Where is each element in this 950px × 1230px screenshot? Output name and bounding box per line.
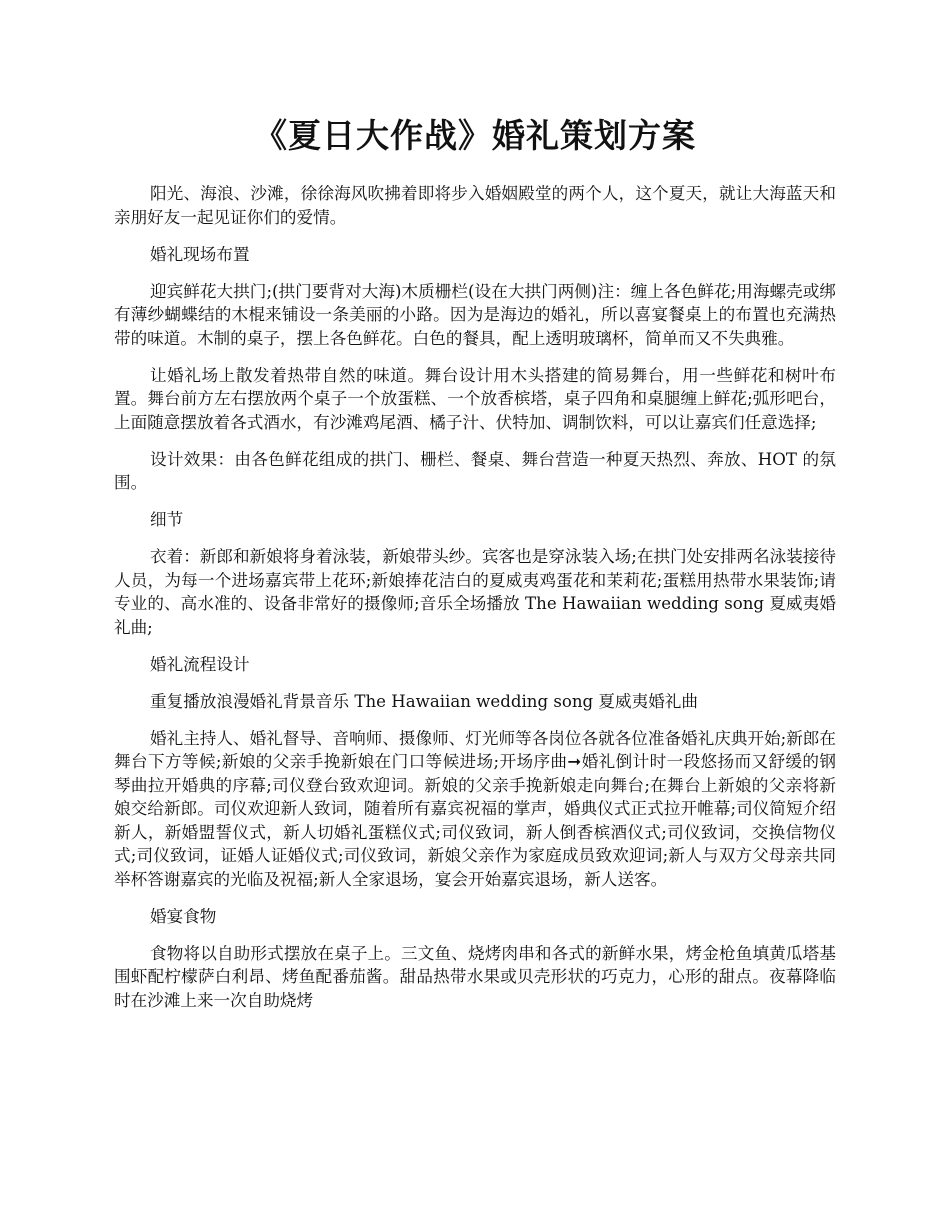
section-heading-venue: 婚礼现场布置 <box>150 244 250 264</box>
section-heading-process: 婚礼流程设计 <box>150 654 250 674</box>
paragraph-venue-arch: 迎宾鲜花大拱门;(拱门要背对大海)木质栅栏(设在大拱门两侧)注：缠上各色鲜花;用海螺壳或绑有薄纱蝴蝶结的木棍来铺设一条美丽的小路。因为是海边的婚礼，所以喜宴餐桌上的布置也充满热带的味道。木制的桌子，摆上各色鲜花。白色的餐具，配上透明玻璃杯，简单而又不失典雅。 <box>114 281 836 348</box>
document-page <box>114 0 836 1026</box>
paragraph-ceremony-flow: 婚礼主持人、婚礼督导、音响师、摄像师、灯光师等各岗位各就各位准备婚礼庆典开始;新郎在舞台下方等候;新娘的父亲手挽新娘在门口等候进场;开场序曲➞婚礼倒计时一段悠扬而又舒缓的钢琴曲拉开婚典的序幕;司仪登台致欢迎词。新娘的父亲手挽新娘走向舞台;在舞台上新娘的父亲将新娘交给新郎。司仪欢迎新人致词，随着所有嘉宾祝福的掌声，婚典仪式正式拉开帷幕;司仪简短介绍新人，新婚盟誓仪式，新人切婚礼蛋糕仪式;司仪致词，新人倒香槟酒仪式;司仪致词，交换信物仪式;司仪致词，证婚人证婚仪式;司仪致词，新娘父亲作为家庭成员致欢迎词;新人与双方父母亲共同举杯答谢嘉宾的光临及祝福;新人全家退场，宴会开始嘉宾退场，新人送客。 <box>114 728 836 889</box>
section-heading-food: 婚宴食物 <box>150 906 217 926</box>
section-heading-details: 细节 <box>150 510 184 529</box>
document-title: 《夏日大作战》婚礼策划方案 <box>254 116 696 155</box>
paragraph-background-music: 重复播放浪漫婚礼背景音乐 The Hawaiian wedding song 夏威夷婚礼曲 <box>150 691 698 711</box>
paragraph-venue-stage: 让婚礼场上散发着热带自然的味道。舞台设计用木头搭建的简易舞台，用一些鲜花和树叶布置。舞台前方左右摆放两个桌子一个放蛋糕、一个放香槟塔，桌子四角和桌腿缠上鲜花;弧形吧台，上面随意摆放着各式酒水，有沙滩鸡尾酒、橘子汁、伏特加、调制饮料，可以让嘉宾们任意选择; <box>114 365 836 432</box>
document-body <box>114 182 836 1012</box>
paragraph-intro: 阳光、海浪、沙滩，徐徐海风吹拂着即将步入婚姻殿堂的两个人，这个夏天，就让大海蓝天和亲朋好友一起见证你们的爱情。 <box>114 184 836 227</box>
paragraph-food: 食物将以自助形式摆放在桌子上。三文鱼、烧烤肉串和各式的新鲜水果，烤金枪鱼填黄瓜塔基围虾配柠檬萨白利昂、烤鱼配番茄酱。甜品热带水果或贝壳形状的巧克力，心形的甜点。夜幕降临时在沙滩上来一次自助烧烤 <box>114 943 836 1010</box>
paragraph-design-effect: 设计效果：由各色鲜花组成的拱门、栅栏、餐桌、舞台营造一种夏天热烈、奔放、HOT 的氛围。 <box>114 449 836 492</box>
paragraph-attire: 衣着：新郎和新娘将身着泳装，新娘带头纱。宾客也是穿泳装入场;在拱门处安排两名泳装接待人员，为每一个进场嘉宾带上花环;新娘捧花洁白的夏威夷鸡蛋花和茉莉花;蛋糕用热带水果装饰;请专业的、高水准的、设备非常好的摄像师;音乐全场播放 The Hawaiian wedding song 夏威夷婚礼曲; <box>114 547 836 637</box>
